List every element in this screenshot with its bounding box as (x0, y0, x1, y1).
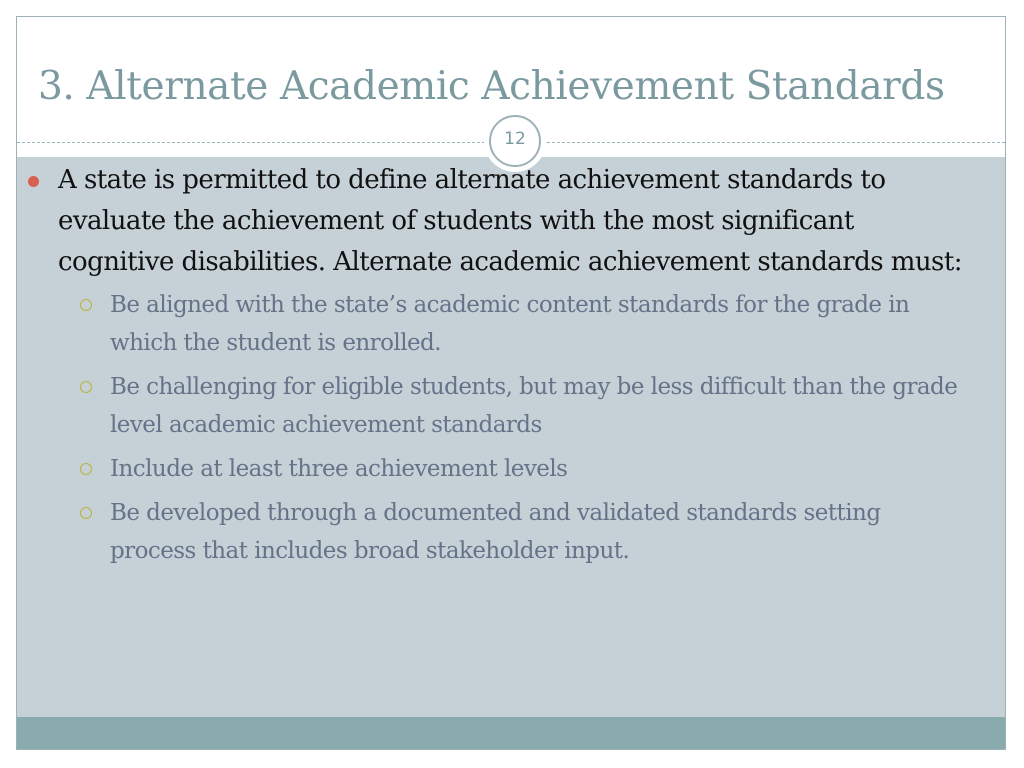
hollow-circle-bullet-icon (80, 299, 92, 311)
slide-number: 12 (489, 115, 541, 167)
main-bullet-item (26, 160, 966, 283)
filled-circle-bullet-icon (28, 176, 39, 187)
main-bullet-text: A state is permitted to define alternate achievement standards to evaluate the achievement of students with the most significant cognitive disabilities. Alternate academic achievement standards must: (58, 165, 962, 277)
sub-bullet-list (26, 286, 966, 570)
sub-bullet-item (110, 368, 966, 444)
hollow-circle-bullet-icon (80, 381, 92, 393)
sub-bullet-text: Be aligned with the state’s academic content standards for the grade in which the student is enrolled. (110, 292, 910, 356)
hollow-circle-bullet-icon (80, 463, 92, 475)
sub-bullet-item (110, 450, 966, 488)
sub-bullet-item (110, 494, 966, 570)
slide-title: 3. Alternate Academic Achievement Standards (38, 64, 945, 109)
sub-bullet-item (110, 286, 966, 362)
sub-bullet-text: Include at least three achievement levels (110, 456, 568, 482)
footer-bar (17, 717, 1005, 750)
slide-body (26, 160, 966, 576)
hollow-circle-bullet-icon (80, 507, 92, 519)
sub-bullet-text: Be developed through a documented and validated standards setting process that includes broad stakeholder input. (110, 500, 881, 564)
sub-bullet-text: Be challenging for eligible students, but may be less difficult than the grade level academic achievement standards (110, 374, 958, 438)
